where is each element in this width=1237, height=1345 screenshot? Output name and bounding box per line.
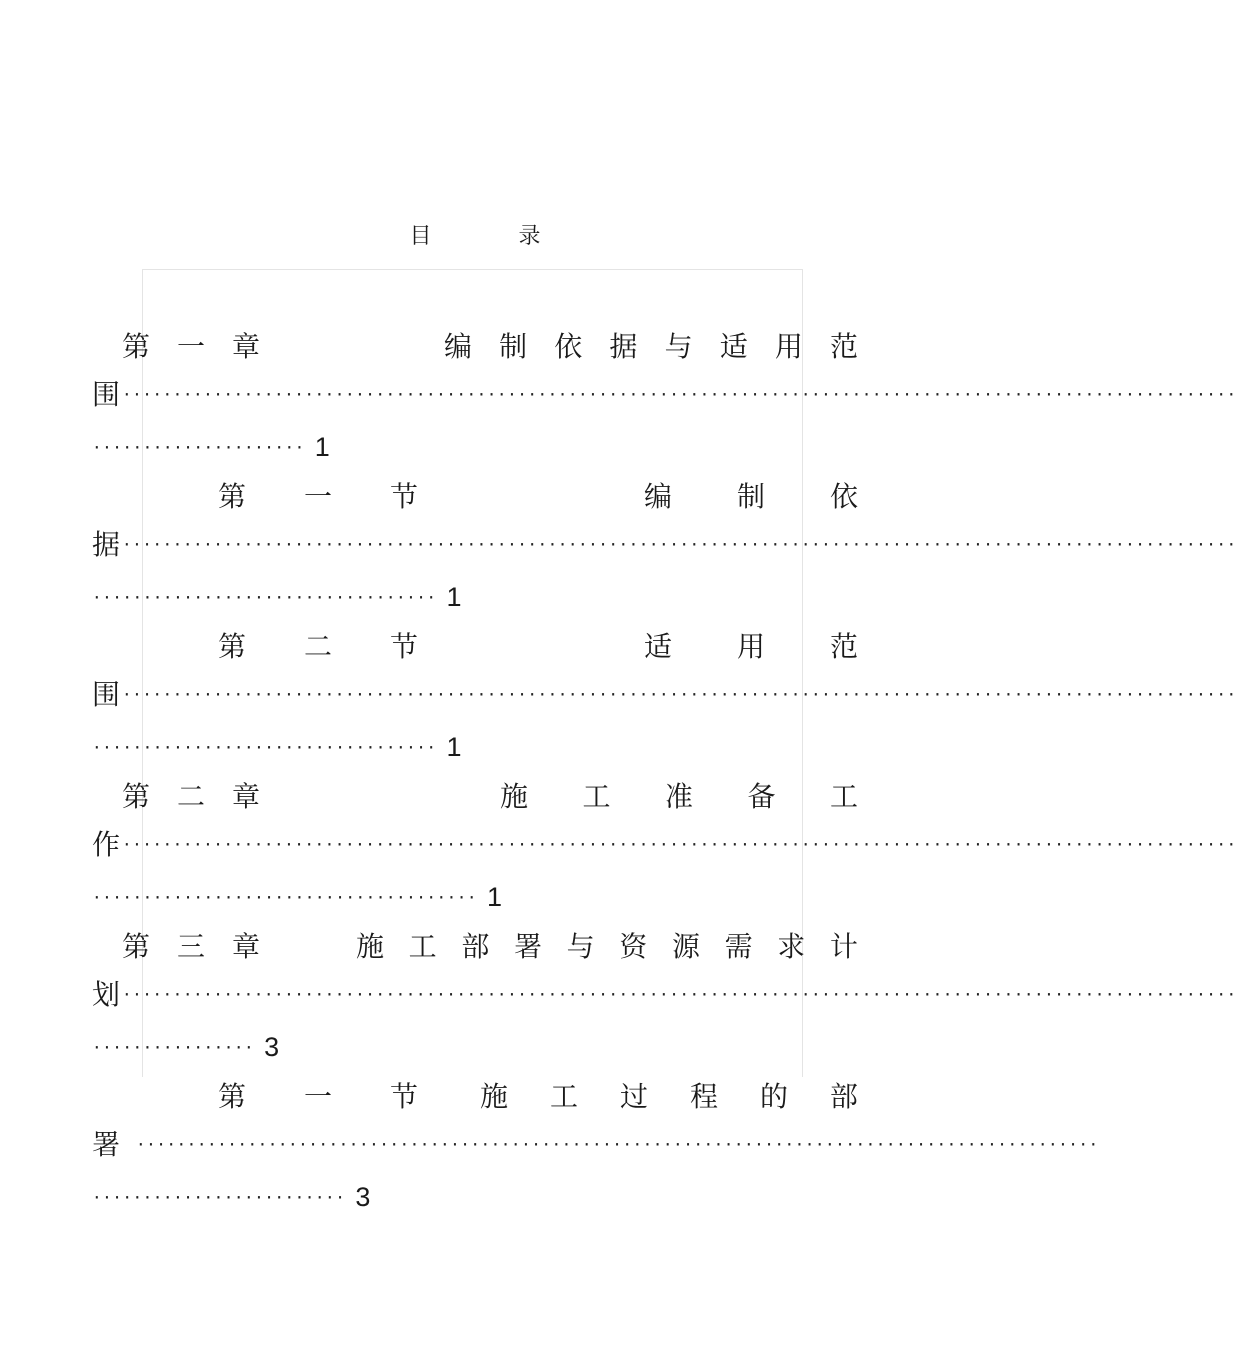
toc-label-char: 二 — [303, 630, 332, 663]
toc-wrap-char: 据 — [92, 528, 121, 561]
toc-title-char: 适 — [644, 630, 673, 663]
toc-wrap-char: 围 — [92, 378, 121, 411]
toc-title-char: 需 — [724, 930, 753, 963]
toc-entry-page-line — [92, 1180, 370, 1214]
toc-wrap-char: 署 — [92, 1128, 121, 1161]
toc-title-char: 计 — [829, 930, 858, 963]
toc-label-char: 一 — [303, 1080, 332, 1113]
toc-entry-heading-line — [122, 780, 858, 814]
toc-title-char: 施 — [480, 1080, 509, 1113]
toc-entry-label — [122, 330, 260, 364]
toc-label-char: 一 — [303, 480, 332, 513]
toc-wrap-char: 作 — [92, 828, 121, 861]
toc-title-char: 求 — [777, 930, 806, 963]
toc-wrap-char: 围 — [92, 678, 121, 711]
toc-title-char: 范 — [829, 630, 858, 663]
toc-label-char: 第 — [218, 630, 247, 663]
toc-entry-wrap-line — [92, 528, 1237, 562]
toc-entry-label — [122, 930, 260, 964]
toc-wrap-char: 划 — [92, 978, 121, 1011]
toc-entry-heading-line — [218, 1080, 858, 1114]
toc-title-char: 范 — [829, 330, 858, 363]
leader-dots: ·································· — [92, 737, 437, 757]
toc-label-char: 章 — [231, 780, 260, 813]
page-number: 1 — [446, 581, 462, 612]
toc-title-char: 工 — [408, 930, 437, 963]
toc-label-char: 节 — [389, 480, 418, 513]
toc-title-char: 工 — [582, 780, 611, 813]
toc-title-char: 编 — [644, 480, 673, 513]
toc-title-char: 施 — [500, 780, 529, 813]
toc-entry-heading-line — [218, 480, 858, 514]
toc-entry-page-line — [92, 430, 330, 464]
toc-title-char: 据 — [609, 330, 638, 363]
toc-entry-page-line — [92, 1030, 279, 1064]
toc-entry-wrap-line — [92, 1128, 1099, 1162]
toc-label-char: 第 — [218, 1080, 247, 1113]
leader-dots: ····················· — [92, 437, 305, 457]
toc-title-char: 施 — [356, 930, 385, 963]
toc-label-char: 二 — [176, 780, 205, 813]
toc-entry-label — [122, 780, 260, 814]
toc-title-char: 过 — [619, 1080, 648, 1113]
toc-entry-label — [218, 480, 418, 514]
toc-title-char: 用 — [736, 630, 765, 663]
toc-entry-title — [480, 1080, 858, 1114]
toc-title-char: 用 — [774, 330, 803, 363]
toc-entry-title — [444, 330, 858, 364]
toc-entry-label — [218, 630, 418, 664]
toc-label-char: 第 — [122, 930, 151, 963]
toc-entry-page-line — [92, 730, 462, 764]
toc-label-char: 第 — [122, 330, 151, 363]
toc-title-char: 署 — [513, 930, 542, 963]
toc-entry-wrap-line — [92, 978, 1237, 1012]
toc-entry-label — [218, 1080, 418, 1114]
toc-entry-page-line — [92, 580, 462, 614]
toc-label-char: 节 — [389, 630, 418, 663]
toc-label-char: 节 — [389, 1080, 418, 1113]
leader-dots: ······································ — [92, 887, 478, 907]
toc-title-char: 依 — [829, 480, 858, 513]
toc-entry-wrap-line — [92, 378, 1237, 412]
leader-dots: ·································· — [92, 587, 437, 607]
toc-entry-page-line — [92, 880, 502, 914]
leader-dots: ·············································································································· — [122, 985, 1237, 1004]
toc-entry-heading-line — [122, 930, 858, 964]
toc-title-char: 工 — [549, 1080, 578, 1113]
toc-title-char: 准 — [664, 780, 693, 813]
leader-dots: ·············································································································· — [122, 535, 1237, 554]
toc-title-char: 程 — [689, 1080, 718, 1113]
page-number: 3 — [264, 1031, 280, 1062]
toc-title-char: 与 — [664, 330, 693, 363]
toc-label-char: 章 — [231, 930, 260, 963]
page-number: 1 — [314, 431, 330, 462]
toc-title-char: 制 — [736, 480, 765, 513]
toc-title-char: 备 — [747, 780, 776, 813]
leader-dots: ················ — [92, 1037, 255, 1057]
toc-title-char: 编 — [444, 330, 473, 363]
toc-entry-title — [500, 780, 858, 814]
leader-dots: ························· — [92, 1187, 346, 1207]
toc-entry-title — [644, 630, 858, 664]
toc-title-char: 制 — [499, 330, 528, 363]
toc-title: 目 录 — [409, 224, 581, 249]
toc-title-char: 部 — [461, 930, 490, 963]
leader-dots: ·············································································································· — [122, 385, 1237, 404]
toc-entry-title — [356, 930, 858, 964]
toc-label-char: 三 — [176, 930, 205, 963]
leader-dots: ·············································································································· — [122, 835, 1237, 854]
page-number: 1 — [446, 731, 462, 762]
toc-entry-title — [644, 480, 858, 514]
toc-title-char: 依 — [554, 330, 583, 363]
leader-dots: ······························································································· — [136, 1135, 1099, 1154]
toc-entry-wrap-line — [92, 828, 1237, 862]
toc-label-char: 第 — [122, 780, 151, 813]
toc-title-char: 工 — [829, 780, 858, 813]
toc-label-char: 一 — [176, 330, 205, 363]
leader-dots: ·············································································································· — [122, 685, 1237, 704]
toc-title-char: 的 — [759, 1080, 788, 1113]
toc-entry-wrap-line — [92, 678, 1237, 712]
toc-title-char: 源 — [671, 930, 700, 963]
toc-entry-heading-line — [218, 630, 858, 664]
toc-title-char: 与 — [566, 930, 595, 963]
toc-title-char: 资 — [619, 930, 648, 963]
toc-entry-heading-line — [122, 330, 858, 364]
toc-label-char: 第 — [218, 480, 247, 513]
toc-title-char: 部 — [829, 1080, 858, 1113]
page-number: 3 — [355, 1181, 371, 1212]
page-number: 1 — [487, 881, 503, 912]
toc-label-char: 章 — [231, 330, 260, 363]
toc-title-char: 适 — [719, 330, 748, 363]
